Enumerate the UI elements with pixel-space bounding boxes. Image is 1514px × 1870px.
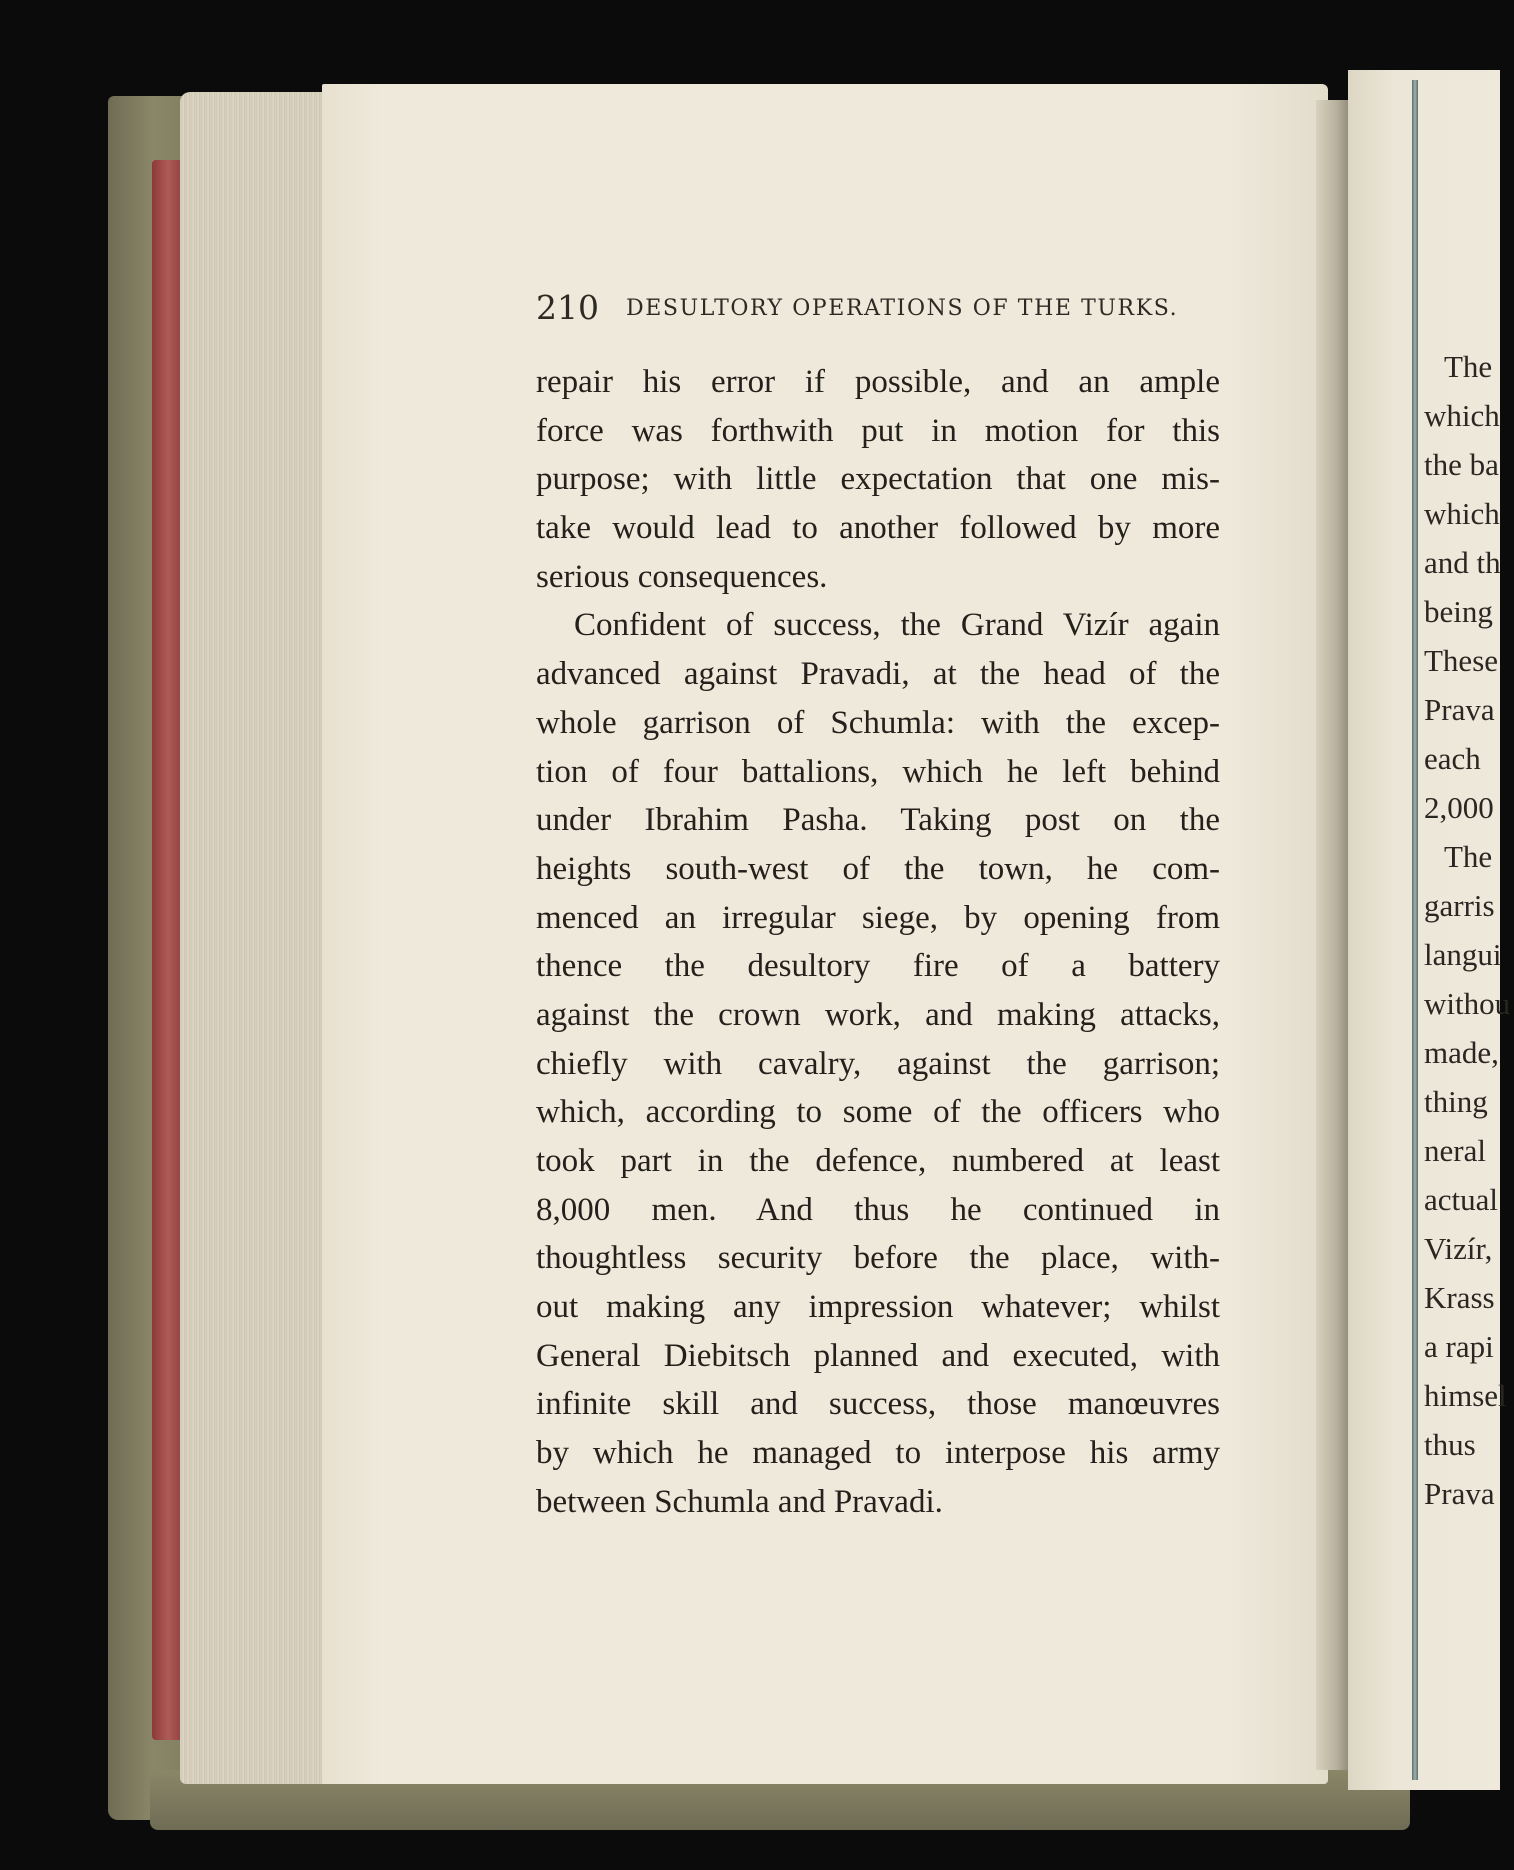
- facing-line: Vizír,: [1424, 1231, 1493, 1266]
- facing-line: Krass: [1424, 1280, 1495, 1315]
- facing-line: thus: [1424, 1427, 1476, 1462]
- text-line: menced an irregular siege, by opening from: [536, 899, 1220, 936]
- facing-line: Prava: [1424, 692, 1495, 727]
- running-title: DESULTORY OPERATIONS OF THE TURKS.: [626, 296, 1179, 321]
- facing-line: being: [1424, 594, 1493, 629]
- text-line: infinite skill and success, those manœuvres: [536, 1386, 1220, 1423]
- page-body-text: [536, 358, 1220, 1527]
- facing-line: actual: [1424, 1182, 1499, 1217]
- facing-line: thing: [1424, 1084, 1488, 1119]
- facing-line: a rapi: [1424, 1329, 1494, 1364]
- facing-page-rule: [1412, 80, 1418, 1780]
- text-line: out making any impression whatever; whilst: [536, 1289, 1220, 1326]
- facing-line: withou: [1424, 986, 1511, 1021]
- text-line: purpose; with little expectation that one mis-: [536, 461, 1220, 498]
- facing-line: each: [1424, 741, 1481, 776]
- text-line: General Diebitsch planned and executed, with: [536, 1337, 1220, 1374]
- text-line: advanced against Pravadi, at the head of the: [536, 656, 1220, 693]
- facing-line: the ba: [1424, 447, 1499, 482]
- text-line: took part in the defence, numbered at least: [536, 1143, 1220, 1179]
- facing-line: neral: [1424, 1133, 1486, 1168]
- facing-line: 2,000: [1424, 790, 1494, 825]
- facing-line: These: [1424, 643, 1499, 678]
- page-stack-edges: [180, 92, 330, 1784]
- text-line: between Schumla and Pravadi.: [536, 1483, 943, 1520]
- book-gutter: [1316, 100, 1350, 1770]
- facing-line: The: [1444, 839, 1493, 874]
- text-line: tion of four battalions, which he left behind: [536, 753, 1220, 790]
- facing-page-text: [1424, 342, 1514, 1518]
- page-header: [536, 288, 1222, 336]
- text-line: heights south-west of the town, he com-: [536, 850, 1220, 887]
- facing-line: garris: [1424, 888, 1495, 923]
- facing-line: which: [1424, 496, 1500, 531]
- text-line: which, according to some of the officers who: [536, 1094, 1220, 1131]
- text-line: serious consequences.: [536, 558, 828, 595]
- facing-line: langui: [1424, 937, 1502, 972]
- facing-line: made,: [1424, 1035, 1499, 1070]
- text-line: under Ibrahim Pasha. Taking post on the: [536, 802, 1220, 839]
- text-line: by which he managed to interpose his army: [536, 1435, 1220, 1472]
- facing-line: which: [1424, 398, 1500, 433]
- page-number: 210: [536, 288, 599, 327]
- text-line: 8,000 men. And thus he continued in: [536, 1191, 1220, 1228]
- facing-line: The: [1444, 349, 1493, 384]
- text-line: Confident of success, the Grand Vizír again: [574, 607, 1220, 644]
- facing-line: and th: [1424, 545, 1501, 580]
- text-line: chiefly with cavalry, against the garrison;: [536, 1045, 1220, 1082]
- text-line: take would lead to another followed by more: [536, 510, 1220, 547]
- facing-line: himsel: [1424, 1378, 1507, 1413]
- text-line: repair his error if possible, and an ample: [536, 364, 1220, 400]
- facing-line: Prava: [1424, 1476, 1495, 1511]
- text-line: thoughtless security before the place, with-: [536, 1240, 1220, 1277]
- text-line: force was forthwith put in motion for this: [536, 412, 1220, 449]
- text-line: whole garrison of Schumla: with the excep-: [536, 704, 1220, 741]
- text-line: against the crown work, and making attacks,: [536, 996, 1220, 1033]
- text-line: thence the desultory fire of a battery: [536, 948, 1220, 985]
